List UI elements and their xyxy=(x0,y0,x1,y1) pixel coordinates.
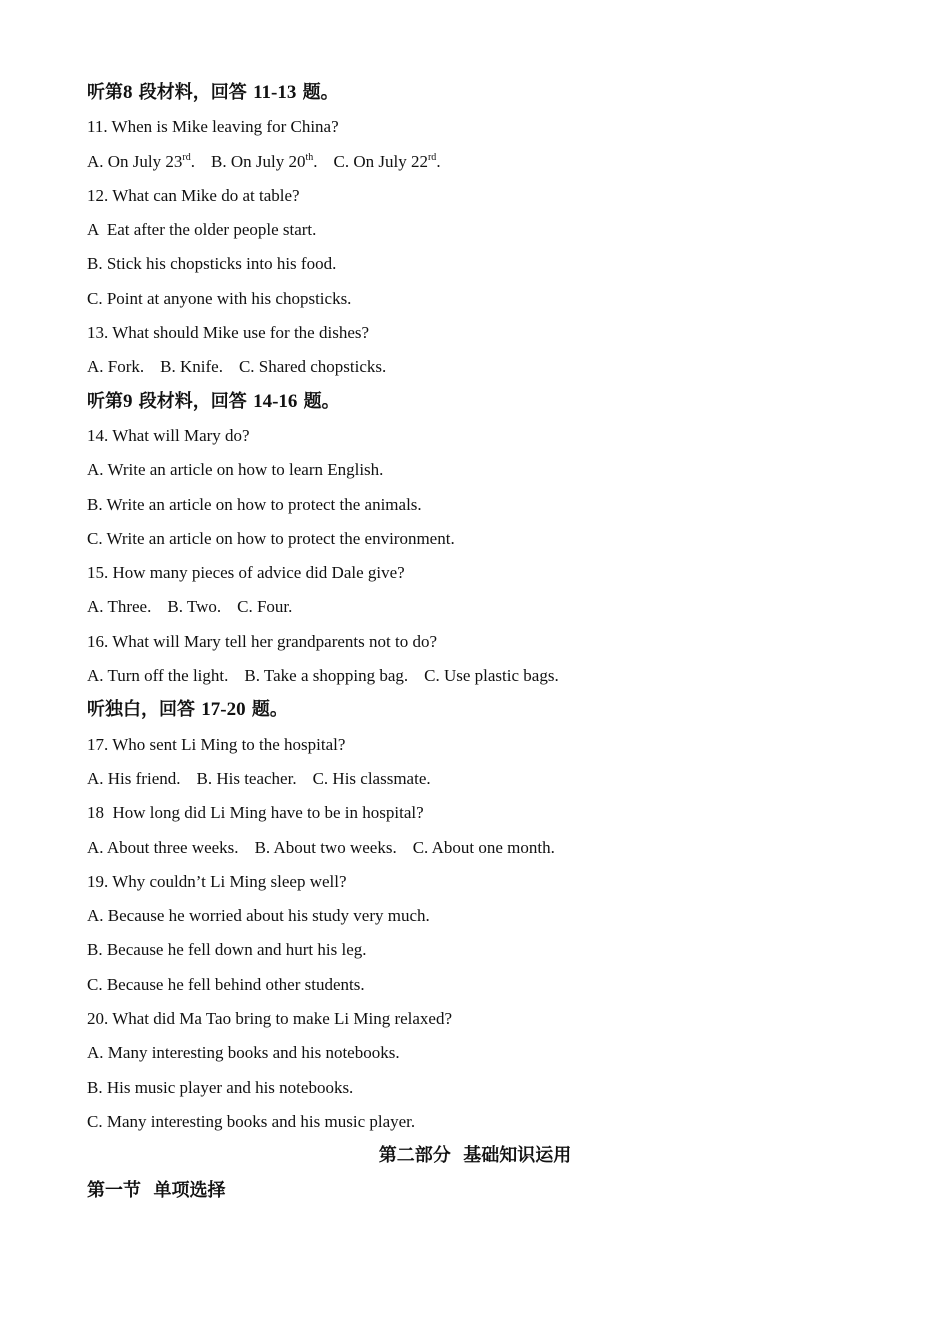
question-16-stem: 16. What will Mary tell her grandparents not to do? xyxy=(87,631,437,651)
question-15-stem: 15. How many pieces of advice did Dale give? xyxy=(87,563,405,583)
question-19-option-a: A. Because he worried about his study very much. xyxy=(87,906,430,926)
question-12-stem: 12. What can Mike do at table? xyxy=(87,185,300,205)
question-14-option-b: B. Write an article on how to protect the animals. xyxy=(87,494,422,514)
question-14-stem: 14. What will Mary do? xyxy=(87,425,250,445)
question-19-option-c: C. Because he fell behind other students. xyxy=(87,974,365,994)
question-12-option-a: A Eat after the older people start. xyxy=(87,220,317,240)
section-one-title: 第一节 单项选择 xyxy=(87,1179,226,1201)
question-20-stem: 20. What did Ma Tao bring to make Li Ming relaxed? xyxy=(87,1009,453,1029)
question-12-option-b: B. Stick his chopsticks into his food. xyxy=(87,254,337,274)
section-heading-monologue: 听独白，回答 17-20 题。 xyxy=(87,699,288,721)
question-14-option-c: C. Write an article on how to protect the environment. xyxy=(87,528,455,548)
question-17-options: A. His friend. B. His teacher. C. His classmate. xyxy=(87,768,431,788)
question-14-option-a: A. Write an article on how to learn English. xyxy=(87,460,384,480)
question-15-options: A. Three. B. Two. C. Four. xyxy=(87,597,293,617)
question-16-options: A. Turn off the light. B. Take a shopping bag. C. Use plastic bags. xyxy=(87,666,559,686)
question-13-options: A. Fork. B. Knife. C. Shared chopsticks. xyxy=(87,357,387,377)
question-18-options: A. About three weeks. B. About two weeks. C. About one month. xyxy=(87,837,555,857)
question-19-stem: 19. Why couldn’t Li Ming sleep well? xyxy=(87,871,347,891)
question-20-option-b: B. His music player and his notebooks. xyxy=(87,1077,354,1097)
question-19-option-b: B. Because he fell down and hurt his leg. xyxy=(87,940,367,960)
part-two-title: 第二部分 基础知识运用 xyxy=(378,1145,572,1167)
question-11-stem: 11. When is Mike leaving for China? xyxy=(87,117,339,137)
section-heading-9: 听第9 段材料，回答 14-16 题。 xyxy=(87,390,340,412)
question-11-options: A. On July 23rd. B. On July 20th. C. On July 22rd. xyxy=(87,151,441,171)
question-18-stem: 18 How long did Li Ming have to be in hospital? xyxy=(87,803,424,823)
question-17-stem: 17. Who sent Li Ming to the hospital? xyxy=(87,734,346,754)
document-page xyxy=(87,76,867,1208)
question-20-option-c: C. Many interesting books and his music player. xyxy=(87,1111,416,1131)
question-20-option-a: A. Many interesting books and his notebooks. xyxy=(87,1043,400,1063)
section-heading-8: 听第8 段材料，回答 11-13 题。 xyxy=(87,82,339,103)
question-13-stem: 13. What should Mike use for the dishes? xyxy=(87,323,370,343)
question-12-option-c: C. Point at anyone with his chopsticks. xyxy=(87,288,352,308)
